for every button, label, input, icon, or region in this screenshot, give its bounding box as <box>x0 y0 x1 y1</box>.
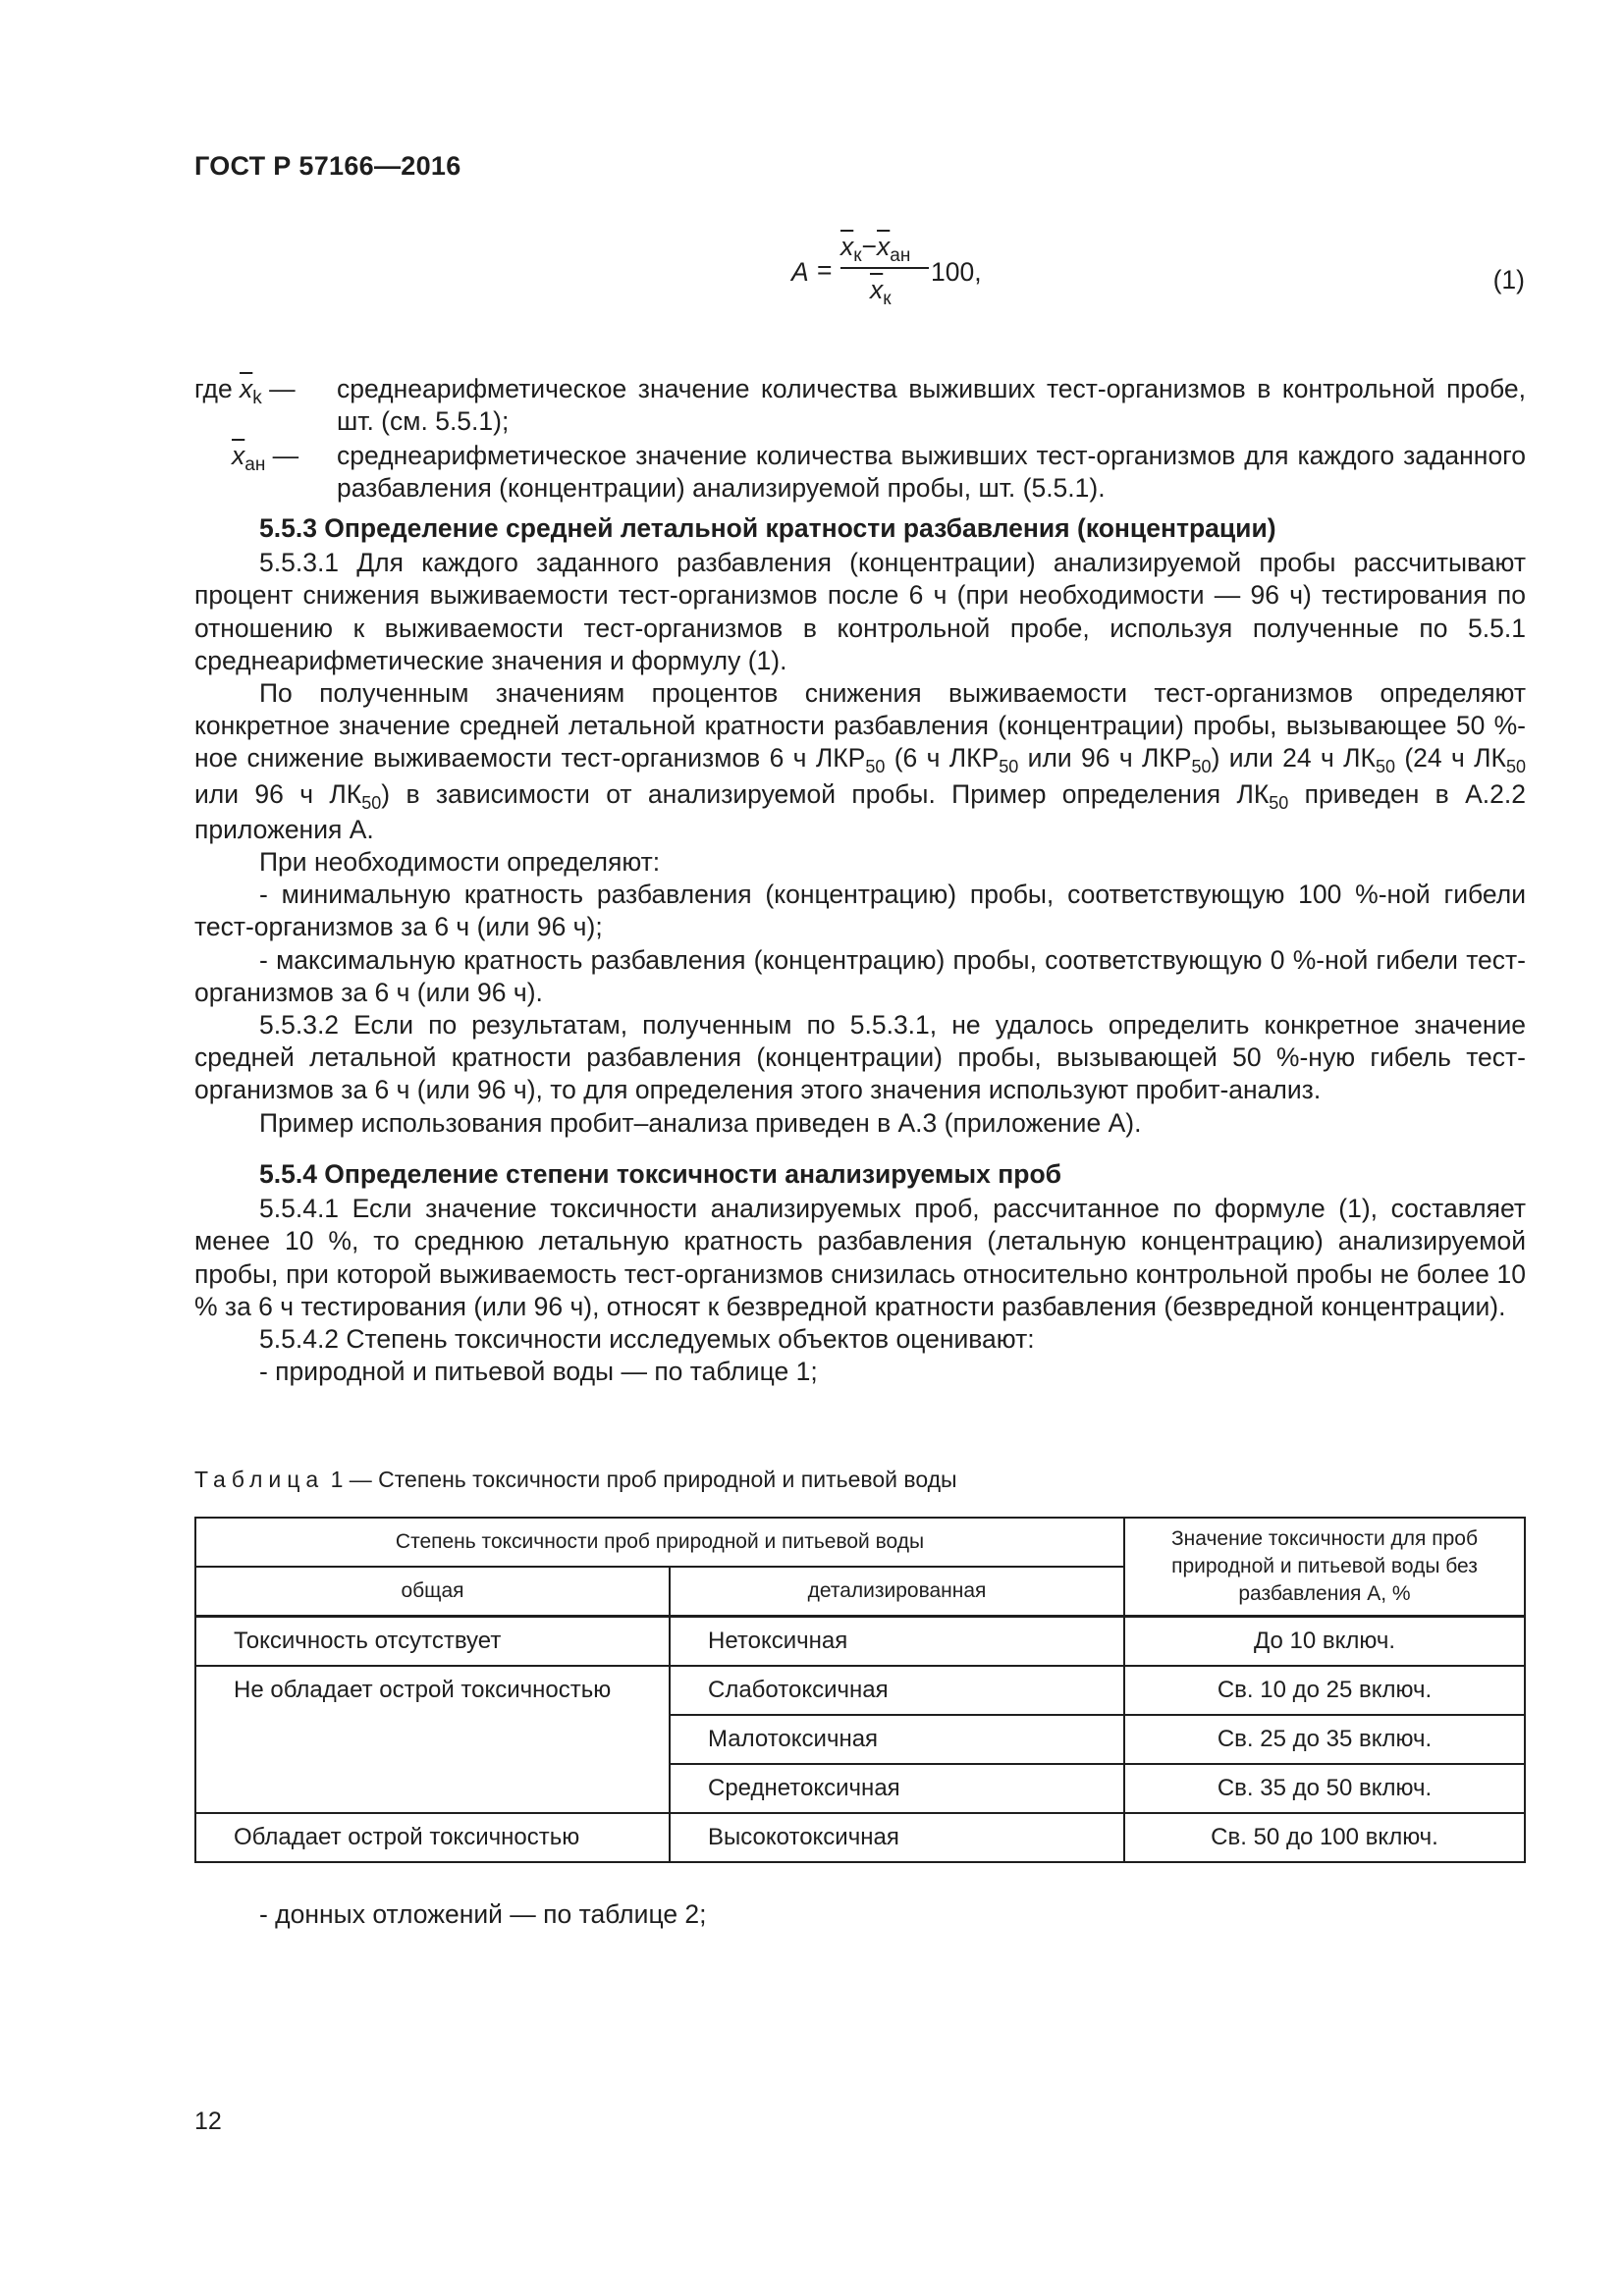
subscript: 50 <box>1191 757 1212 777</box>
formula-xk-sub: к <box>853 245 862 266</box>
paragraph <box>194 677 1526 846</box>
where-description: среднеарифметическое значение количества выживших тест-организмов в контрольной пробе, шт. (см. 5.5.1); <box>337 374 1526 436</box>
text-run: или 96 ч ЛК <box>194 778 362 809</box>
cell-value: Св. 10 до 25 включ. <box>1124 1666 1525 1715</box>
cell-general: Токсичность отсутствует <box>195 1617 670 1667</box>
formula-xk: $\overline{x}$ <box>840 232 854 261</box>
formula-number: (1) <box>1492 265 1525 294</box>
text-run: (6 ч ЛКР <box>885 743 1000 774</box>
formula-1 <box>784 232 1000 320</box>
where-dash: — <box>261 374 296 403</box>
formula-minus: − <box>861 232 878 261</box>
formula-equals: = <box>817 255 833 285</box>
cell-value: До 10 включ. <box>1124 1617 1525 1667</box>
cell-detailed: Нетоксичная <box>670 1617 1124 1667</box>
where-symbol: $\overline{x}$ <box>232 441 245 470</box>
document-header: ГОСТ Р 57166—2016 <box>194 151 461 181</box>
cell-value: Св. 50 до 100 включ. <box>1124 1813 1525 1862</box>
formula-lhs: A <box>791 257 809 287</box>
text-run: ) в зависимости от анализируемой пробы. Пример определения ЛК <box>381 778 1270 809</box>
text-run: приведен в А.2.2 приложения А. <box>194 778 1526 844</box>
cell-detailed: Слаботоксичная <box>670 1666 1124 1715</box>
table-caption-text: 1 — Степень токсичности проб природной и питьевой воды <box>324 1467 957 1492</box>
cell-value: Св. 35 до 50 включ. <box>1124 1764 1525 1813</box>
where-symbol-sub: k <box>252 388 262 408</box>
cell-value: Св. 25 до 35 включ. <box>1124 1715 1525 1764</box>
table-row <box>195 1617 1525 1667</box>
formula-den-sub: к <box>883 289 892 309</box>
subscript: 50 <box>361 792 382 813</box>
formula-xan: $\overline{x}$ <box>877 232 891 261</box>
section-5-5-4 <box>194 1158 1526 1388</box>
formula-numerator <box>840 232 911 266</box>
section-5-5-3 <box>194 512 1526 1140</box>
section-heading: 5.5.3 Определение средней летальной кратности разбавления (концентрации) <box>259 513 1276 543</box>
where-lead <box>194 373 296 408</box>
where-dash: — <box>265 441 299 470</box>
section-heading: 5.5.4 Определение степени токсичности анализируемых проб <box>259 1159 1062 1189</box>
subscript: 50 <box>865 757 886 777</box>
cell-detailed: Высокотоксичная <box>670 1813 1124 1862</box>
subscript: 50 <box>1505 757 1526 777</box>
text-run: ) или 24 ч ЛК <box>1211 743 1376 774</box>
page-number: 12 <box>194 2108 222 2135</box>
formula-denominator <box>870 275 892 309</box>
where-lead <box>232 440 298 475</box>
where-symbol-sub: ан <box>244 454 266 475</box>
subscript: 50 <box>999 757 1019 777</box>
table-header-row <box>195 1518 1525 1567</box>
list-item: - максимальную кратность разбавления (концентрацию) пробы, соответствующую 0 %-ной гибели тест-организмов за 6 ч (или 96 ч). <box>194 944 1526 1007</box>
formula-fraction-bar <box>840 267 929 269</box>
formula-den-x: $\overline{x}$ <box>870 275 884 304</box>
list-item-sediments: - донных отложений — по таблице 2; <box>259 1899 707 1929</box>
toxicity-table <box>194 1517 1526 1863</box>
text-run: (24 ч ЛК <box>1394 743 1506 774</box>
table-caption <box>194 1467 957 1493</box>
text-run: или 96 ч ЛКР <box>1018 743 1192 774</box>
cell-detailed: Малотоксичная <box>670 1715 1124 1764</box>
formula-xan-sub: ан <box>890 245 911 266</box>
header-general: общая <box>195 1567 670 1617</box>
paragraph: При необходимости определяют: <box>259 847 661 878</box>
header-group: Степень токсичности проб природной и питьевой воды <box>195 1518 1124 1567</box>
where-description: среднеарифметическое значение количества выживших тест-организмов для каждого заданного разбавления (концентрации) анализируемой пробы, шт. (5.5.1). <box>337 441 1526 503</box>
paragraph: 5.5.3.2 Если по результатам, полученным по 5.5.3.1, не удалось определить конкретное значение средней летальной кратности разбавления (концентрации) пробы, вызывающей 50 %-ную гибель тест-организмов за 6 ч (или 96 ч), то для определения этого значения используют пробит-анализ. <box>194 1010 1526 1105</box>
paragraph: Пример использования пробит–анализа приведен в А.3 (приложение А). <box>259 1107 1142 1138</box>
table-row <box>195 1666 1525 1715</box>
subscript: 50 <box>1269 792 1289 813</box>
cell-general: Обладает острой токсичностью <box>195 1813 670 1862</box>
where-item-xan <box>194 440 1526 508</box>
text-run: По полученным значениям процентов снижения выживаемости тест-организмов определяют конкретное значение средней летальной кратности разбавления (концентрации) пробы, вызывающее 50 %-ное снижение выживаемости тест-организмов 6 ч ЛКР <box>194 678 1526 774</box>
paragraph: 5.5.4.1 Если значение токсичности анализируемых проб, рассчитанное по формуле (1), составляет менее 10 %, то среднюю летальную кратность разбавления (летальную концентрацию) анализируемой пробы, при которой выживаемость тест-организмов снизилась относительно контрольной пробы не более 10 % за 6 ч тестирования (или 96 ч), относят к безвредной кратности разбавления (безвредной концентрации). <box>194 1194 1526 1321</box>
list-item: - минимальную кратность разбавления (концентрацию) пробы, соответствующую 100 %-ной гибели тест-организмов за 6 ч (или 96 ч); <box>194 880 1526 942</box>
paragraph: 5.5.3.1 Для каждого заданного разбавления (концентрации) анализируемой пробы рассчитывают процент снижения выживаемости тест-организмов после 6 ч (при необходимости — 96 ч) тестирования по отношению к выживаемости тест-организмов в контрольной пробе, используя полученные по 5.5.1 среднеарифметические значения и формулу (1). <box>194 548 1526 675</box>
table-row <box>195 1813 1525 1862</box>
where-symbol: $\overline{x}$ <box>240 374 253 403</box>
subscript: 50 <box>1375 757 1395 777</box>
where-item-xk <box>194 373 1526 442</box>
list-item: - природной и питьевой воды — по таблице 1; <box>259 1357 818 1387</box>
header-detailed: детализированная <box>670 1567 1124 1617</box>
header-value: Значение токсичности для проб природной и питьевой воды без разбавления А, % <box>1124 1518 1525 1617</box>
paragraph: 5.5.4.2 Степень токсичности исследуемых объектов оценивают: <box>259 1324 1035 1355</box>
table-caption-label: Таблица <box>194 1467 325 1492</box>
cell-detailed: Среднетоксичная <box>670 1764 1124 1813</box>
formula-multiplier: 100, <box>931 257 982 287</box>
cell-general: Не обладает острой токсичностью <box>195 1666 670 1813</box>
where-prefix: где <box>194 374 241 403</box>
